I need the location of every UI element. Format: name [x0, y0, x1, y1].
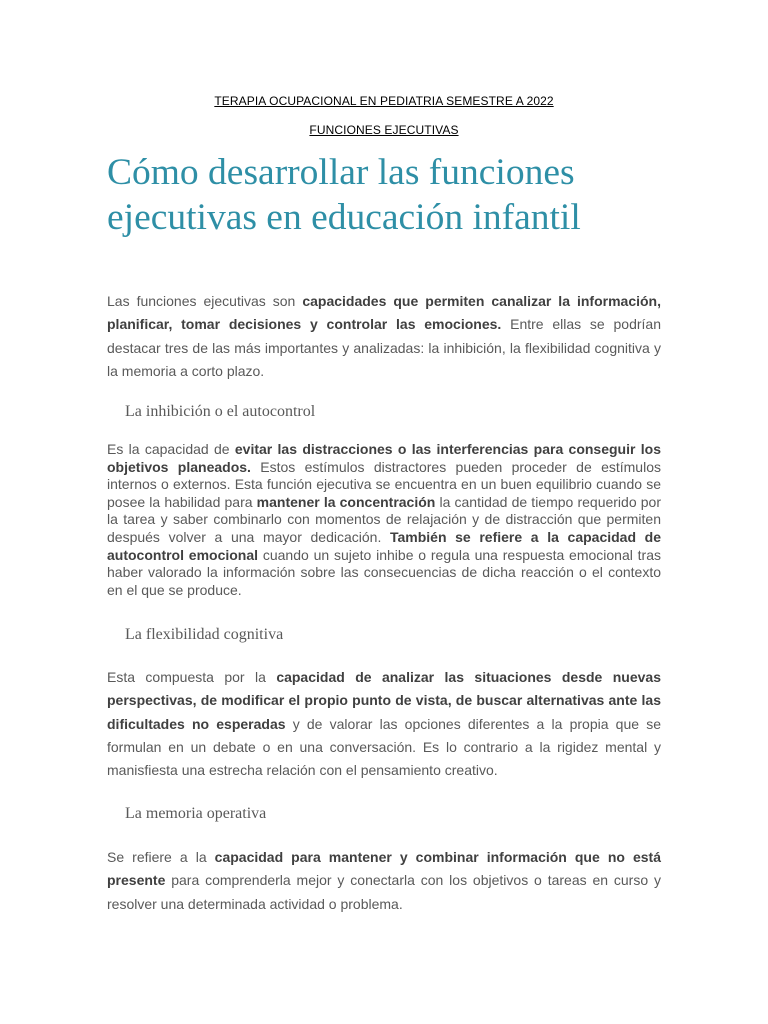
inhibicion-bold-2: mantener la concentración [256, 493, 436, 510]
inhibicion-text-2: Estos estímulos distractores pueden proceder de estímulos internos o externos. Esta función ejecutiva se encuentra en un buen equilibrio cuando se posee la habilidad para [107, 458, 661, 510]
course-header: TERAPIA OCUPACIONAL EN PEDIATRIA SEMESTRE A 2022 [214, 94, 554, 108]
intro-text-1: Las funciones ejecutivas son [107, 293, 303, 309]
section-paragraph-memoria [107, 846, 661, 916]
intro-paragraph [107, 290, 661, 383]
section-paragraph-flexibilidad [107, 666, 661, 782]
section-heading-memoria: La memoria operativa [125, 805, 267, 822]
inhibicion-text-1: Es la capacidad de [107, 441, 235, 457]
flexibilidad-bold-1: capacidad de analizar las situaciones desde nuevas perspectivas, de modificar el propio punto de vista, de buscar alternativas ante las dificultades no esperadas [107, 669, 661, 732]
memoria-text-1: Se refiere a la [107, 849, 215, 865]
page-title: Cómo desarrollar las funciones ejecutivas en educación infantil [107, 152, 581, 238]
topic-header: FUNCIONES EJECUTIVAS [309, 123, 459, 137]
inhibicion-bold-1: evitar las distracciones o las interferencias para conseguir los objetivos planeados. [107, 441, 661, 475]
intro-bold-1: capacidades que permiten canalizar la información, planificar, tomar decisiones y controlar las emociones. [107, 293, 661, 333]
intro-text-2: Entre ellas se podrían destacar tres de las más importantes y analizadas: la inhibición, la flexibilidad cognitiva y la memoria a corto plazo. [107, 316, 661, 379]
memoria-bold-1: capacidad para mantener y combinar información que no está presente [107, 849, 661, 889]
flexibilidad-text-1: Esta compuesta por la [107, 669, 277, 685]
section-heading-flexibilidad: La flexibilidad cognitiva [125, 626, 284, 643]
section-paragraph-inhibicion [107, 441, 661, 599]
flexibilidad-text-2: y de valorar las opciones diferentes a la propia que se formulan en un debate o en una conversación. Es lo contrario a la rigidez mental y manisfiesta una estrecha relación con el pensamiento creativo. [107, 715, 661, 779]
inhibicion-text-3: la cantidad de tiempo requerido por la tarea y saber combinarlo con momentos de relajación y de distracción que permiten después volver a una mayor dedicación. [107, 493, 661, 545]
section-heading-inhibicion: La inhibición o el autocontrol [125, 403, 316, 420]
memoria-text-2: para comprenderla mejor y conectarla con los objetivos o tareas en curso y resolver una determinada actividad o problema. [107, 872, 661, 912]
inhibicion-text-4: cuando un sujeto inhibe o regula una respuesta emocional tras haber valorado la información sobre las consecuencias de dicha reacción o el contexto en el que se produce. [107, 546, 661, 598]
inhibicion-bold-3: También se refiere a la capacidad de autocontrol emocional [107, 528, 661, 563]
